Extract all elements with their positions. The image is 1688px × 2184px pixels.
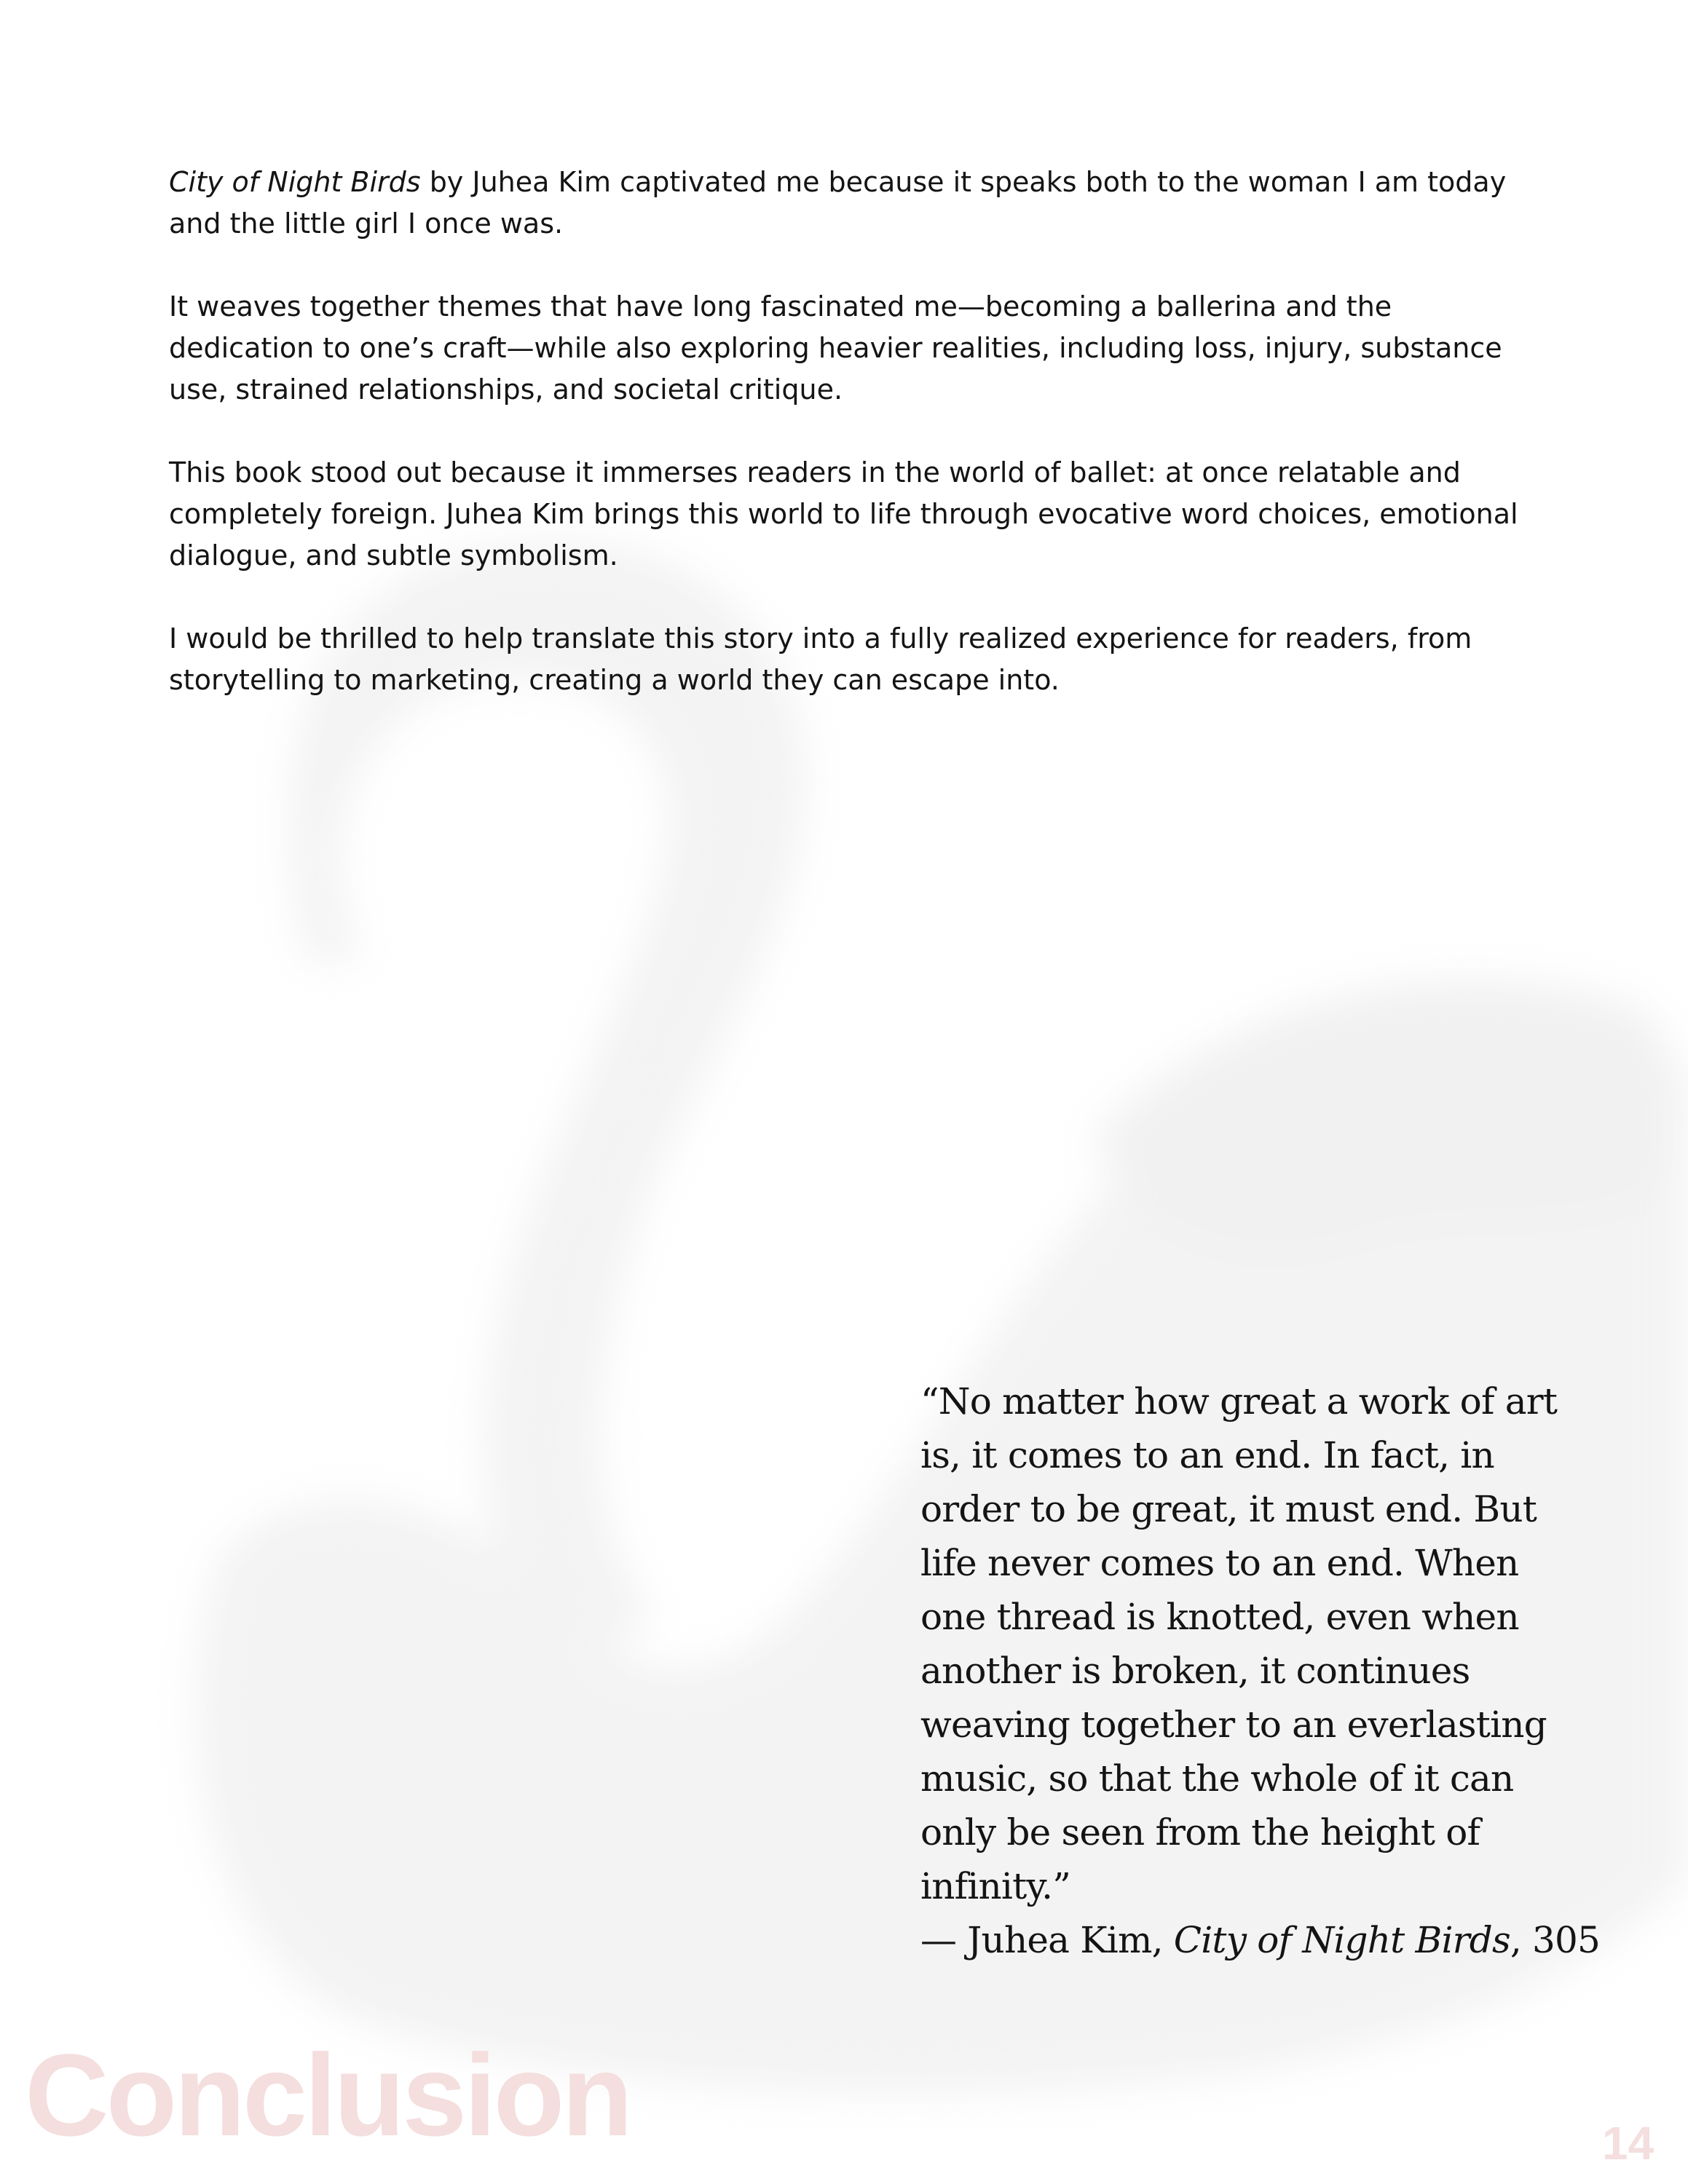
attribution-page: , 305 [1510, 1919, 1601, 1961]
section-title: Conclusion [25, 2030, 631, 2160]
attribution-prefix: — Juhea Kim, [920, 1919, 1174, 1961]
body-paragraph: This book stood out because it immerses readers in the world of ballet: at once relatable and completely foreign. Juhea Kim brings this world to life through evocative word choices, emotional dialogue, and subtle symbolism. [169, 456, 1518, 571]
pull-quote: “No matter how great a work of art is, it comes to an end. In fact, in order to be great, it must end. But life never comes to an end. When one thread is knotted, even when another is broken, it continues weaving together to an everlasting music, so that the whole of it can only be seen from the height of infinity.” [920, 1380, 1558, 1907]
body-paragraph: I would be thrilled to help translate this story into a fully realized experience for readers, from storytelling to marketing, creating a world they can escape into. [169, 622, 1472, 696]
quote-attribution [920, 1913, 1634, 1967]
intro-paragraph [169, 162, 1538, 245]
body-paragraph: It weaves together themes that have long fascinated me—becoming a ballerina and the dedication to one’s craft—while also exploring heavier realities, including loss, injury, substance use, strained relationships, and societal critique. [169, 290, 1502, 405]
page-number: 14 [1602, 2117, 1655, 2169]
intro-text: by Juhea Kim captivated me because it speaks both to the woman I am today and the little girl I once was. [169, 166, 1507, 240]
attribution-book-title: City of Night Birds [1173, 1919, 1510, 1961]
intro-book-title: City of Night Birds [169, 166, 421, 198]
